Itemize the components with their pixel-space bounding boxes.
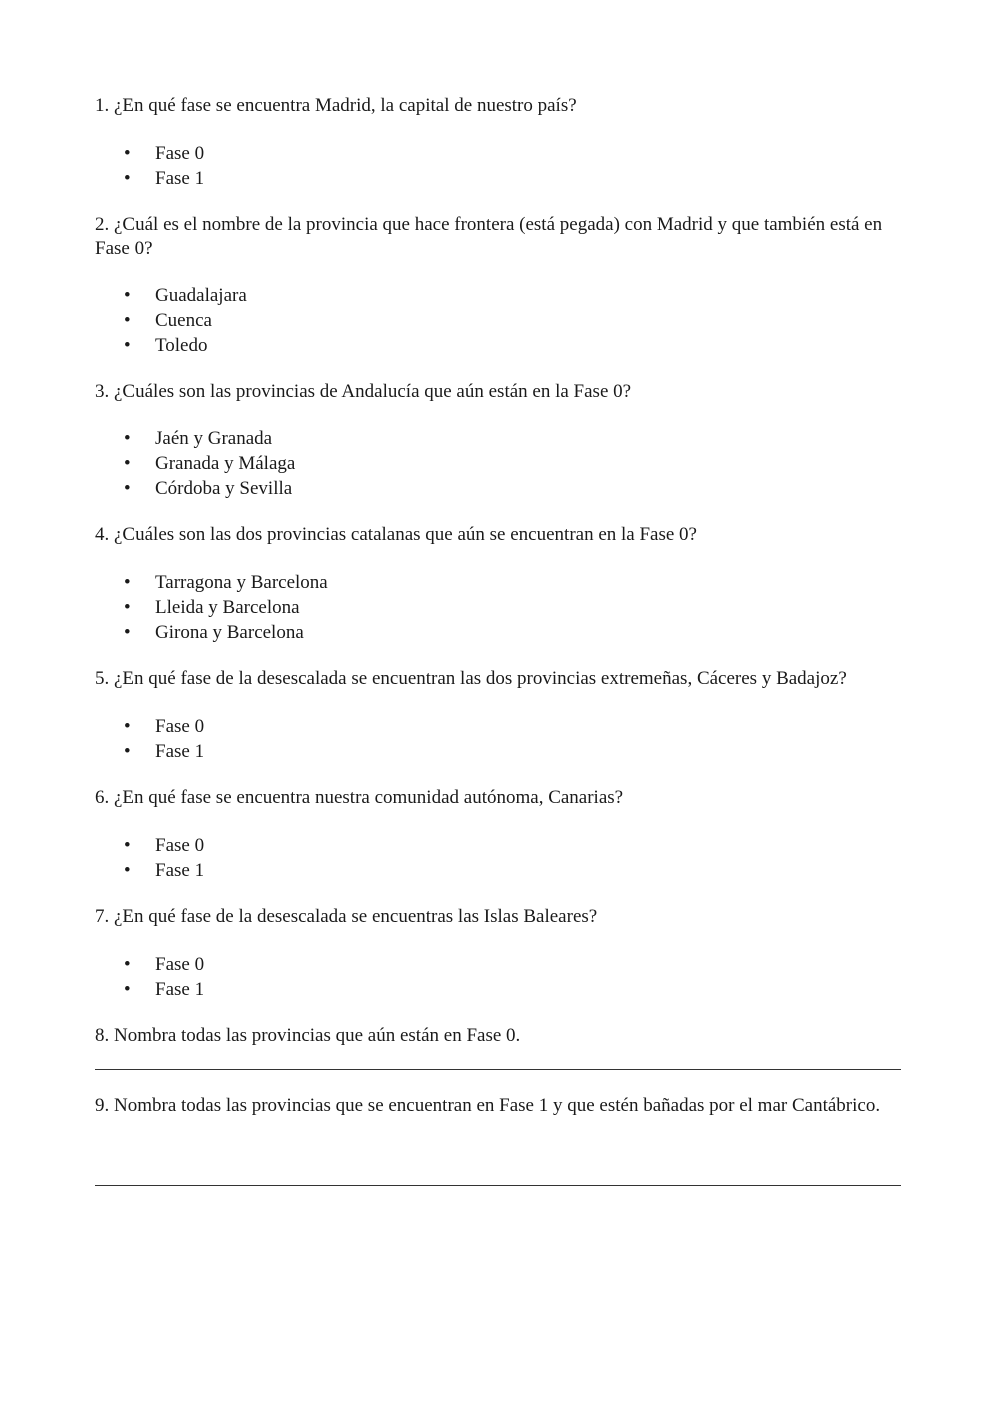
bullet-icon: • — [124, 622, 131, 643]
bullet-icon: • — [124, 597, 131, 618]
bullet-icon: • — [124, 453, 131, 474]
bullet-icon: • — [124, 979, 131, 1000]
bullet-icon: • — [124, 168, 131, 189]
option-label: Guadalajara — [155, 285, 247, 306]
bullet-icon: • — [124, 716, 131, 737]
bullet-icon: • — [124, 954, 131, 975]
bullet-icon: • — [124, 310, 131, 331]
option-label: Córdoba y Sevilla — [155, 478, 293, 499]
option-label: Fase 1 — [155, 979, 205, 1000]
bullet-icon: • — [124, 335, 131, 356]
option-label: Jaén y Granada — [155, 428, 273, 449]
option-label: Fase 0 — [155, 143, 205, 164]
bullet-icon: • — [124, 478, 131, 499]
option-label: Girona y Barcelona — [155, 622, 304, 643]
bullet-icon: • — [124, 835, 131, 856]
question-3: 3. ¿Cuáles son las provincias de Andalucía que aún están en la Fase 0? — [95, 381, 632, 402]
question-4: 4. ¿Cuáles son las dos provincias catalanas que aún se encuentran en la Fase 0? — [95, 524, 697, 545]
question-8: 8. Nombra todas las provincias que aún están en Fase 0. — [95, 1025, 521, 1046]
bullet-icon: • — [124, 860, 131, 881]
bullet-icon: • — [124, 741, 131, 762]
bullet-icon: • — [124, 143, 131, 164]
question-5: 5. ¿En qué fase de la desescalada se encuentran las dos provincias extremeñas, Cáceres y Badajoz? — [95, 668, 847, 689]
option-label: Tarragona y Barcelona — [155, 572, 328, 593]
option-label: Fase 0 — [155, 954, 205, 975]
option-label: Fase 0 — [155, 835, 205, 856]
question-2: 2. ¿Cuál es el nombre de la provincia que hace frontera (está pegada) con Madrid y que también está en Fase 0? — [95, 214, 883, 259]
question-1: 1. ¿En qué fase se encuentra Madrid, la capital de nuestro país? — [95, 95, 577, 116]
question-7: 7. ¿En qué fase de la desescalada se encuentras las Islas Baleares? — [95, 906, 598, 927]
option-label: Toledo — [155, 335, 208, 356]
option-label: Granada y Málaga — [155, 453, 296, 474]
question-6: 6. ¿En qué fase se encuentra nuestra comunidad autónoma, Canarias? — [95, 787, 624, 808]
answer-line-8[interactable] — [95, 1069, 901, 1070]
option-label: Fase 1 — [155, 168, 205, 189]
question-9: 9. Nombra todas las provincias que se encuentran en Fase 1 y que estén bañadas por el mar Cantábrico. — [95, 1095, 881, 1116]
bullet-icon: • — [124, 572, 131, 593]
bullet-icon: • — [124, 285, 131, 306]
option-label: Lleida y Barcelona — [155, 597, 300, 618]
option-label: Fase 1 — [155, 860, 205, 881]
option-label: Cuenca — [155, 310, 212, 331]
option-label: Fase 1 — [155, 741, 205, 762]
option-label: Fase 0 — [155, 716, 205, 737]
bullet-icon: • — [124, 428, 131, 449]
answer-line-9[interactable] — [95, 1185, 901, 1186]
